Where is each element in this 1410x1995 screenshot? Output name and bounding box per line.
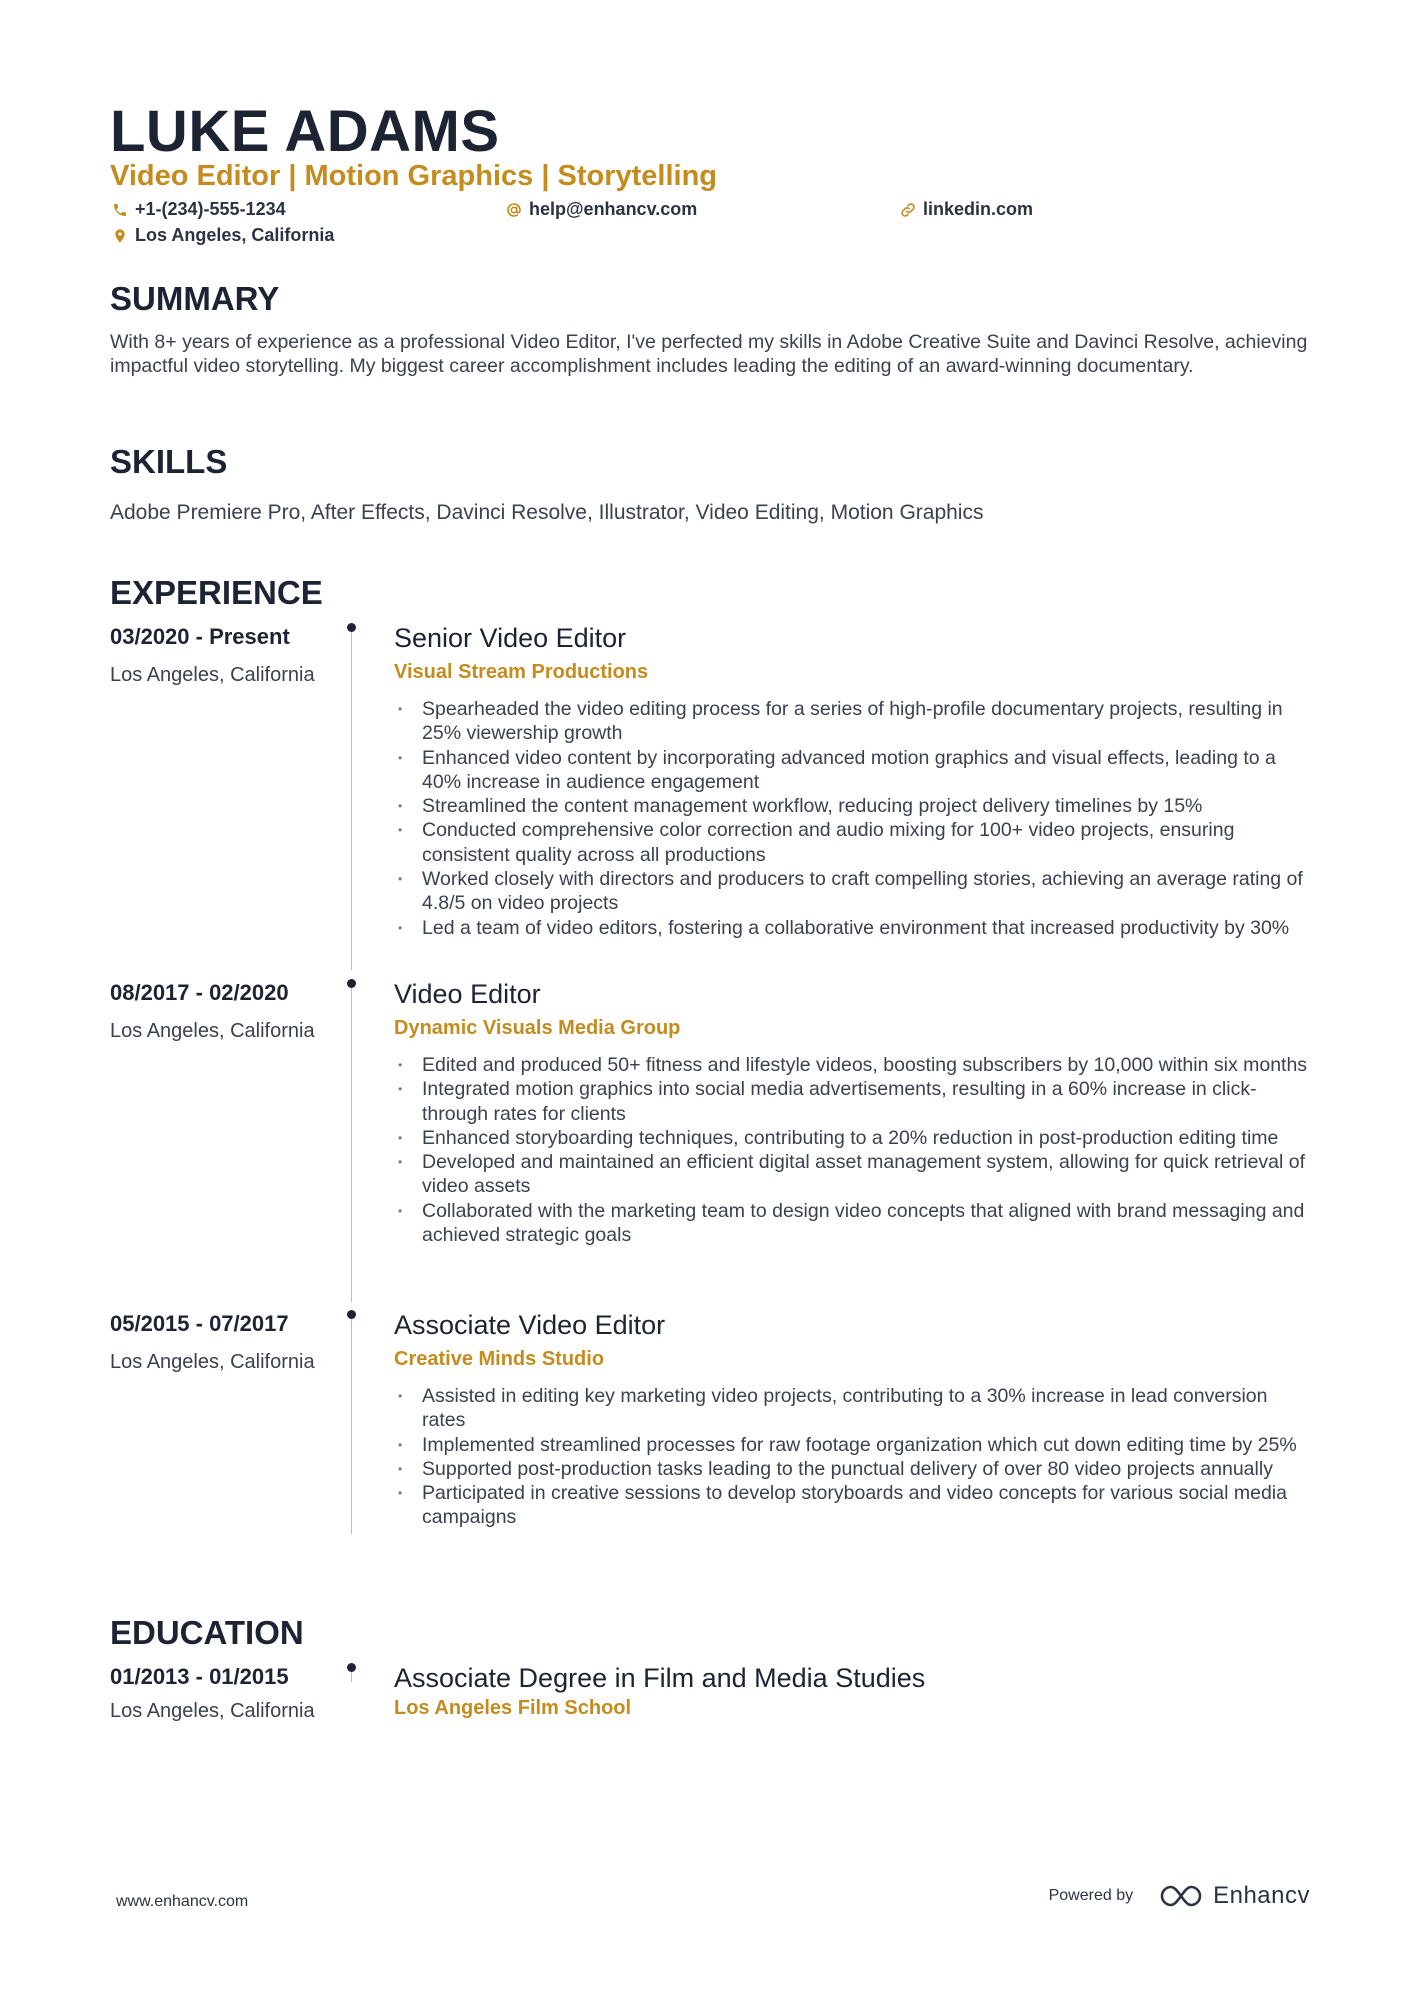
location-text: Los Angeles, California [135, 225, 335, 245]
phone-text: +1-(234)-555-1234 [135, 199, 286, 219]
experience-entry [394, 978, 1310, 1247]
candidate-name: LUKE ADAMS [110, 99, 500, 164]
timeline-line [351, 1672, 352, 1682]
at-icon [506, 202, 522, 218]
achievement-list [394, 1053, 1310, 1247]
contact-phone [112, 199, 286, 220]
list-item: • Conducted comprehensive color correction and audio mixing for 100+ video projects, ensuring consistent quality across all productions [394, 818, 1310, 867]
timeline-dot [347, 1663, 356, 1672]
company-name: Dynamic Visuals Media Group [394, 1017, 681, 1039]
candidate-tagline: Video Editor | Motion Graphics | Storytelling [110, 160, 718, 192]
brand-name: Enhancv [1213, 1882, 1310, 1909]
experience-date: 05/2015 - 07/2017 [110, 1311, 289, 1336]
resume-page [110, 0, 1310, 1995]
job-title: Video Editor [394, 979, 541, 1009]
experience-heading: EXPERIENCE [110, 574, 323, 611]
education-entry [394, 1662, 1310, 1720]
list-item: • Streamlined the content management workflow, reducing project delivery timelines by 15% [394, 794, 1310, 818]
summary-heading: SUMMARY [110, 280, 280, 317]
experience-entry [394, 622, 1310, 940]
footer-website[interactable]: www.enhancv.com [116, 1893, 249, 1910]
phone-icon [112, 202, 128, 218]
education-location: Los Angeles, California [110, 1700, 315, 1722]
education-date: 01/2013 - 01/2015 [110, 1664, 289, 1689]
experience-date: 03/2020 - Present [110, 624, 290, 649]
list-item: • Supported post-production tasks leading to the punctual delivery of over 80 video projects annually [394, 1457, 1310, 1481]
email-text: help@enhancv.com [529, 199, 698, 219]
enhancv-logo-icon [1159, 1883, 1203, 1909]
list-item: • Worked closely with directors and producers to craft compelling stories, achieving an average rating of 4.8/5 on video projects [394, 867, 1310, 916]
location-pin-icon [112, 228, 128, 244]
experience-entry [394, 1309, 1310, 1530]
experience-date: 08/2017 - 02/2020 [110, 980, 289, 1005]
timeline-line [351, 1319, 352, 1534]
education-heading: EDUCATION [110, 1614, 304, 1651]
list-item: • Assisted in editing key marketing video projects, contributing to a 30% increase in lead conversion rates [394, 1384, 1310, 1433]
achievement-list [394, 1384, 1310, 1530]
experience-location: Los Angeles, California [110, 1020, 315, 1042]
summary-text: With 8+ years of experience as a professional Video Editor, I've perfected my skills in Adobe Creative Suite and Davinci Resolve, achieving impactful video storytelling. My biggest career accomplishment includes leading the editing of an award-winning documentary. [110, 331, 1308, 377]
job-title: Senior Video Editor [394, 623, 627, 653]
list-item: • Implemented streamlined processes for raw footage organization which cut down editing time by 25% [394, 1433, 1310, 1457]
experience-location: Los Angeles, California [110, 664, 315, 686]
skills-heading: SKILLS [110, 443, 228, 480]
company-name: Creative Minds Studio [394, 1348, 605, 1370]
contact-location [112, 225, 334, 246]
list-item: • Developed and maintained an efficient digital asset management system, allowing for quick retrieval of video assets [394, 1150, 1310, 1199]
timeline-dot [347, 623, 356, 632]
list-item: • Collaborated with the marketing team to design video concepts that aligned with brand messaging and achieved strategic goals [394, 1199, 1310, 1248]
footer-branding [1049, 1882, 1310, 1910]
skills-text: Adobe Premiere Pro, After Effects, Davinci Resolve, Illustrator, Video Editing, Motion Graphics [110, 501, 984, 524]
timeline-line [351, 988, 352, 1302]
school-name: Los Angeles Film School [394, 1697, 632, 1719]
job-title: Associate Video Editor [394, 1310, 666, 1340]
list-item: • Enhanced video content by incorporating advanced motion graphics and visual effects, leading to a 40% increase in audience engagement [394, 746, 1310, 795]
list-item: • Spearheaded the video editing process for a series of high-profile documentary projects, resulting in 25% viewership growth [394, 697, 1310, 746]
contact-linkedin[interactable] [900, 199, 1033, 220]
link-icon [900, 202, 916, 218]
timeline-line [351, 632, 352, 970]
list-item: • Participated in creative sessions to develop storyboards and video concepts for various social media campaigns [394, 1481, 1310, 1530]
timeline-dot [347, 979, 356, 988]
list-item: • Integrated motion graphics into social media advertisements, resulting in a 60% increase in click-through rates for clients [394, 1077, 1310, 1126]
list-item: • Led a team of video editors, fostering a collaborative environment that increased productivity by 30% [394, 916, 1310, 940]
list-item: • Enhanced storyboarding techniques, contributing to a 20% reduction in post-production editing time [394, 1126, 1310, 1150]
list-item: • Edited and produced 50+ fitness and lifestyle videos, boosting subscribers by 10,000 within six months [394, 1053, 1310, 1077]
degree-title: Associate Degree in Film and Media Studies [394, 1663, 926, 1693]
contact-email[interactable] [506, 199, 697, 220]
timeline-dot [347, 1310, 356, 1319]
powered-by-label: Powered by [1048, 1887, 1134, 1904]
linkedin-text: linkedin.com [923, 199, 1034, 219]
brand-logo[interactable] [1159, 1882, 1310, 1910]
company-name: Visual Stream Productions [394, 661, 649, 683]
experience-location: Los Angeles, California [110, 1351, 315, 1373]
achievement-list [394, 697, 1310, 940]
